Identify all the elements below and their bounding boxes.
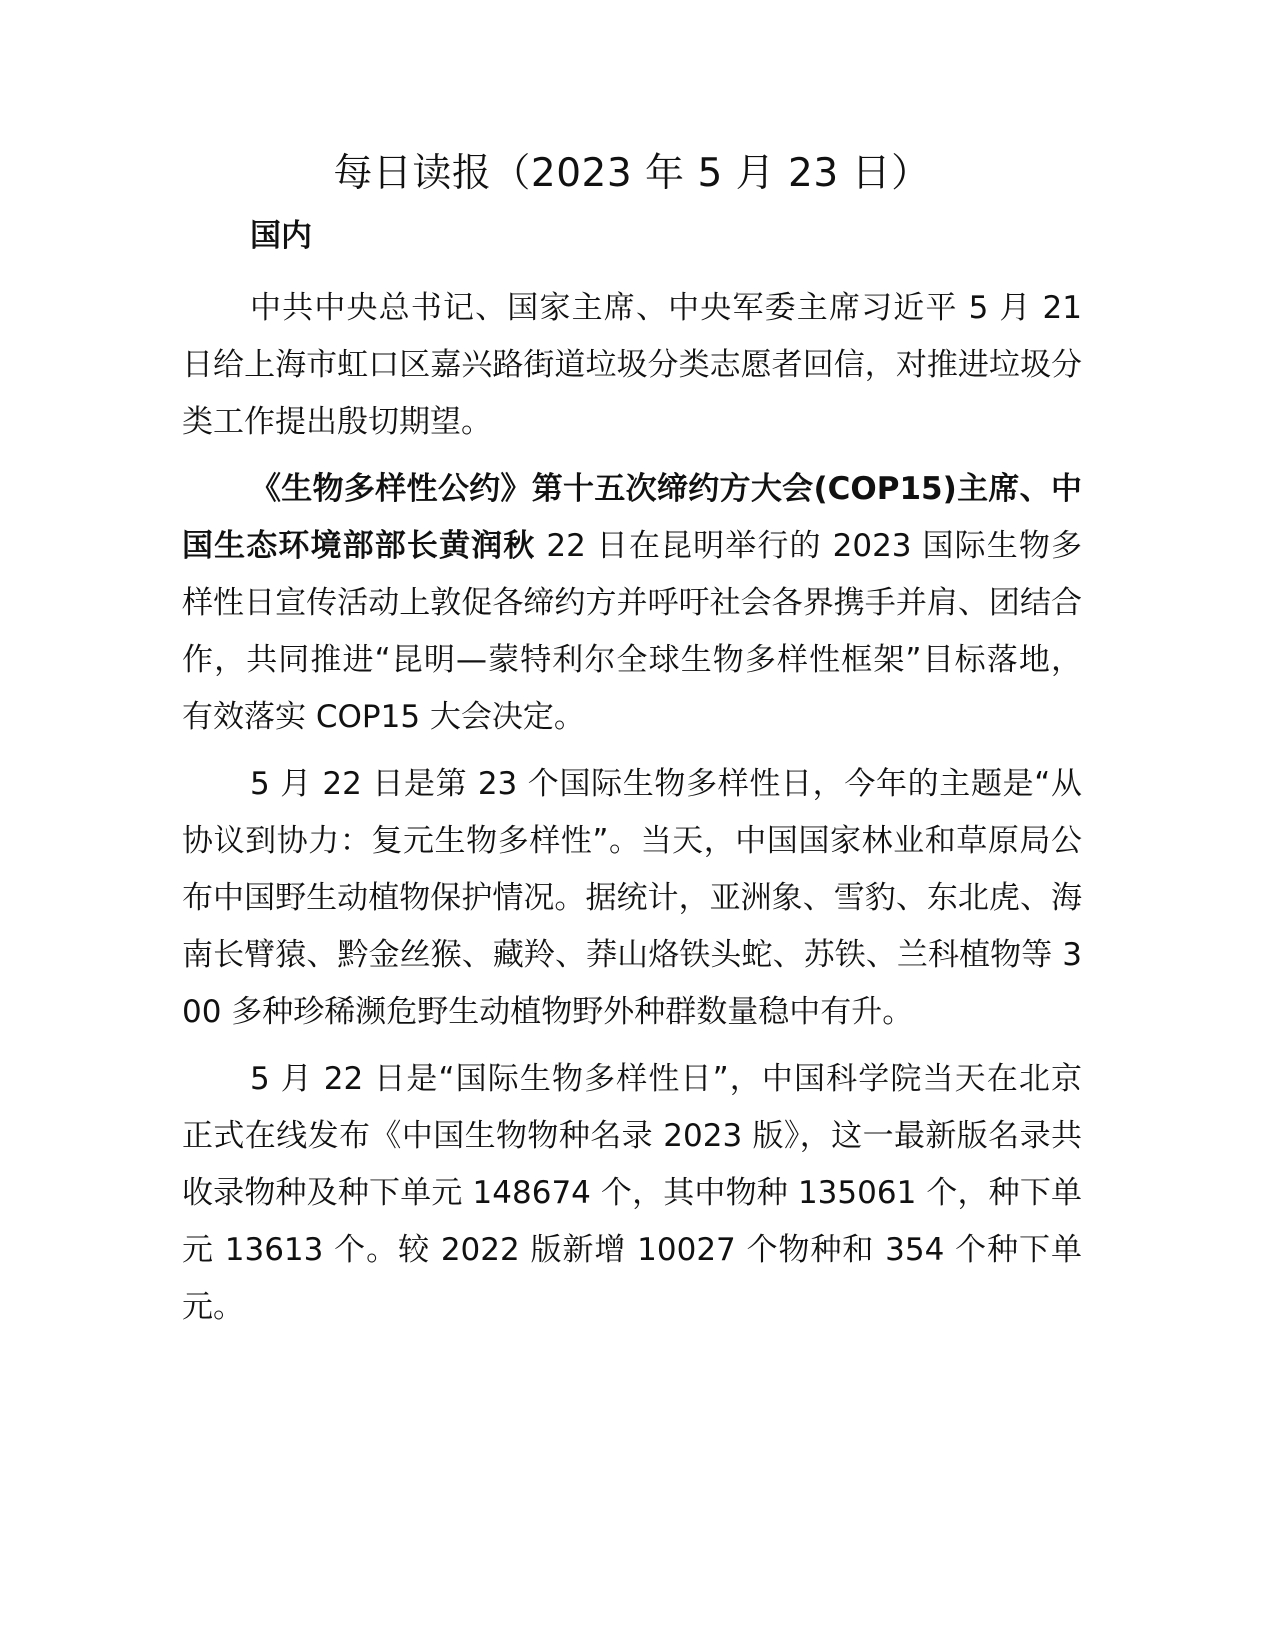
news-paragraph-2 xyxy=(182,461,1082,746)
news-paragraph-4 xyxy=(182,1051,1082,1336)
document-title: 每日读报（2023 年 5 月 23 日） xyxy=(333,151,931,196)
paragraph-2-text: 22 日在昆明举行的 2023 国际生物多样性日宣传活动上敦促各缔约方并呼吁社会各界携手并肩、团结合作，共同推进“昆明—蒙特利尔全球生物多样性框架”目标落地，有效落实 COP15 大会决定。 xyxy=(182,528,1082,735)
paragraph-3-text: 5 月 22 日是第 23 个国际生物多样性日，今年的主题是“从协议到协力：复元生物多样性”。当天，中国国家林业和草原局公布中国野生动植物保护情况。据统计，亚洲象、雪豹、东北虎、海南长臂猿、黔金丝猴、藏羚、莽山烙铁头蛇、苏铁、兰科植物等 300 多种珍稀濒危野生动植物野外种群数量稳中有升。 xyxy=(182,766,1082,1030)
paragraph-2-lead: 《生物多样性公约》第十五次缔约方大会(COP15)主席、中国生态环境部部长黄润秋 xyxy=(182,471,1082,564)
paragraph-1-text: 中共中央总书记、国家主席、中央军委主席习近平 5 月 21 日给上海市虹口区嘉兴路街道垃圾分类志愿者回信，对推进垃圾分类工作提出殷切期望。 xyxy=(182,290,1082,440)
paragraph-4-text: 5 月 22 日是“国际生物多样性日”，中国科学院当天在北京正式在线发布《中国生物物种名录 2023 版》，这一最新版名录共收录物种及种下单元 148674 个，其中物种 135061 个，种下单元 13613 个。较 2022 版新增 10027 个物种和 354 个种下单元。 xyxy=(182,1061,1082,1325)
news-paragraph-1 xyxy=(182,280,1082,451)
news-paragraph-3 xyxy=(182,756,1082,1041)
section-heading-domestic: 国内 xyxy=(250,218,312,254)
document-page xyxy=(182,148,1082,1346)
